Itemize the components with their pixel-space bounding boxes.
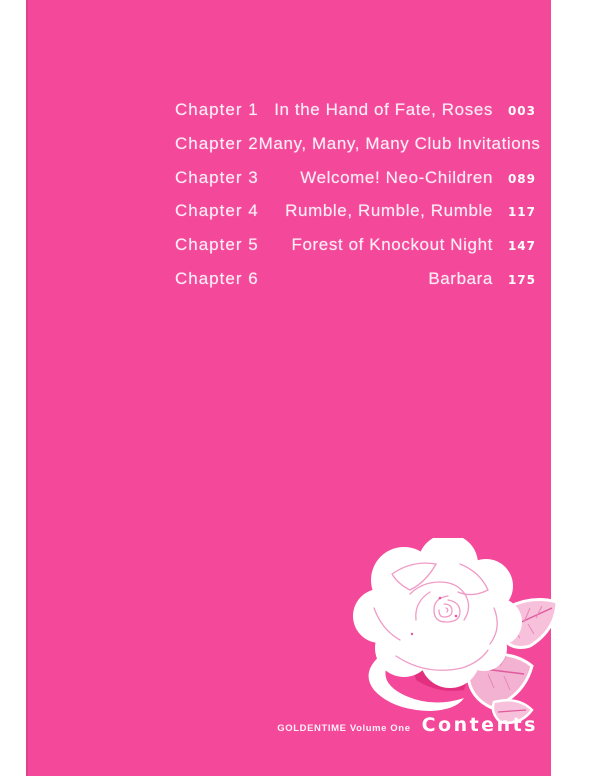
- chapter-page-number: 175: [507, 272, 536, 287]
- chapter-title: Many, Many, Many Club Invitations: [258, 133, 541, 153]
- chapter-label: Chapter 6: [175, 268, 259, 288]
- footer-contents-title: Contents: [421, 714, 538, 736]
- chapter-page-number: 055: [551, 137, 580, 152]
- chapter-label: Chapter 1: [175, 100, 259, 119]
- toc-row-chapter-2: [175, 133, 580, 168]
- chapter-title: Rumble, Rumble, Rumble: [285, 201, 493, 221]
- chapter-label: Chapter 2: [175, 133, 259, 153]
- chapter-label: Chapter 5: [175, 235, 259, 255]
- toc-row-chapter-3: [175, 168, 536, 202]
- footer-series-label: GOLDENTIME Volume One: [277, 723, 411, 734]
- toc-row-chapter-6: [175, 269, 536, 303]
- white-rose-illustration: [352, 538, 567, 733]
- pink-page-background: [26, 0, 580, 776]
- toc-row-chapter-1: [175, 100, 536, 134]
- rose-icon: [352, 538, 567, 733]
- table-of-contents: [175, 100, 580, 303]
- chapter-page-number: 003: [507, 104, 536, 118]
- chapter-page-number: 147: [507, 239, 536, 254]
- chapter-label: Chapter 4: [175, 201, 259, 221]
- chapter-label: Chapter 3: [175, 167, 259, 187]
- chapter-title: In the Hand of Fate, Roses: [274, 100, 493, 119]
- chapter-title: Welcome! Neo-Children: [300, 167, 493, 187]
- chapter-title: Forest of Knockout Night: [291, 235, 493, 255]
- toc-row-chapter-5: [175, 235, 536, 269]
- footer: [277, 714, 538, 736]
- chapter-page-number: 089: [507, 171, 536, 186]
- chapter-page-number: 117: [507, 205, 536, 220]
- chapter-title: Barbara: [428, 268, 493, 288]
- toc-row-chapter-4: [175, 201, 536, 235]
